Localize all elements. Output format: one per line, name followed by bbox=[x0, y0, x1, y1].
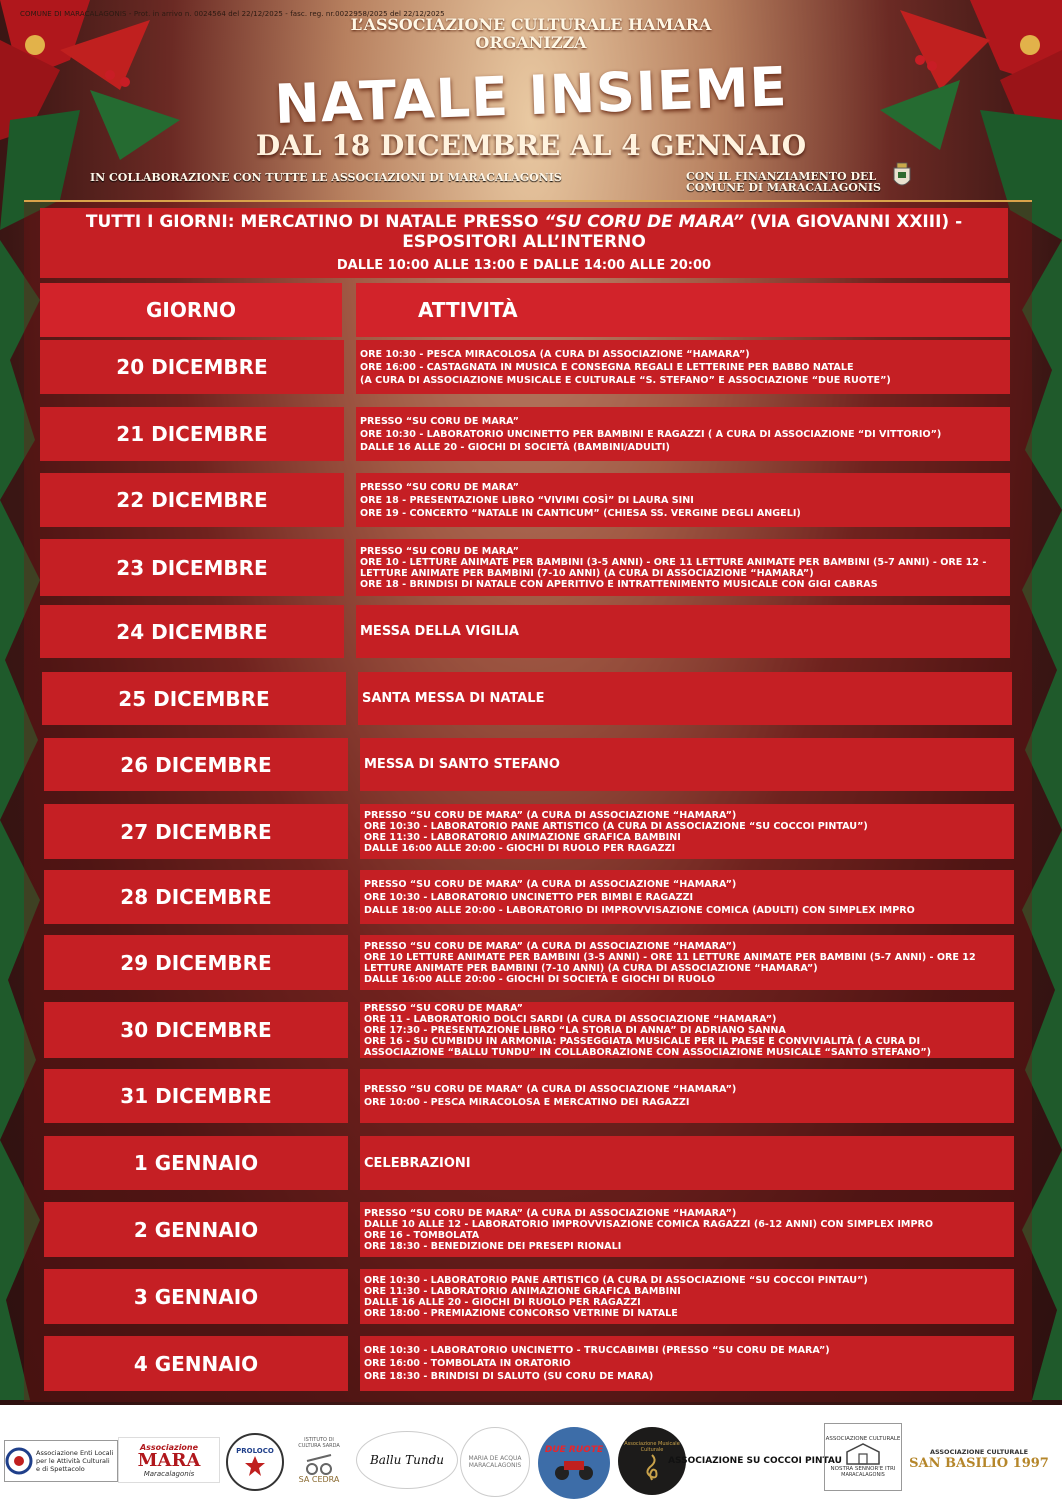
organizer-line-2: ORGANIZZA bbox=[475, 33, 587, 52]
activity-line: ORE 18 - PRESENTAZIONE LIBRO “VIVIMI COSÌ” DI LAURA SINI bbox=[360, 494, 694, 506]
day-cell: 24 DICEMBRE bbox=[40, 605, 344, 658]
column-header-activity: ATTIVITÀ bbox=[356, 283, 1010, 337]
activity-line: ORE 10:30 - LABORATORIO UNCINETTO PER BAMBINI E RAGAZZI ( A CURA DI ASSOCIAZIONE “DI VITTORIO”) bbox=[360, 428, 942, 440]
activity-cell bbox=[358, 672, 1012, 725]
activity-line: DALLE 18:00 ALLE 20:00 - LABORATORIO DI IMPROVVISAZIONE COMICA (ADULTI) CON SIMPLEX IMPRO bbox=[364, 904, 915, 916]
activity-line: PRESSO “SU CORU DE MARA” bbox=[360, 545, 519, 557]
logo-musicale-text: Associazione Musicale Culturale bbox=[624, 1441, 680, 1453]
day-cell: 23 DICEMBRE bbox=[40, 539, 344, 596]
activity-line: ORE 10 LETTURE ANIMATE PER BAMBINI (3-5 ANNI) - ORE 11 LETTURE ANIMATE PER BAMBINI (5-7 ANNI) - ORE 12 LETTURE ANIMATE PER BAMBINI (7-10 ANNI) (A CURA DI ASSOCIAZIONE “HAMARA”) bbox=[364, 951, 976, 974]
market-banner-hours: DALLE 10:00 ALLE 13:00 E DALLE 14:00 ALLE 20:00 bbox=[336, 258, 712, 273]
activity-cell bbox=[360, 1002, 1014, 1058]
activity-cell bbox=[360, 1202, 1014, 1257]
activity-cell bbox=[356, 473, 1010, 527]
logo-itri-line-2: NOSTRA SENNOR'E ITRI bbox=[830, 1466, 896, 1472]
day-cell: 25 DICEMBRE bbox=[42, 672, 346, 725]
activity-line: ORE 11 - LABORATORIO DOLCI SARDI (A CURA DI ASSOCIAZIONE “HAMARA”) bbox=[364, 1013, 777, 1025]
activity-line: ORE 17:30 - PRESENTAZIONE LIBRO “LA STORIA DI ANNA” DI ADRIANO SANNA bbox=[364, 1024, 786, 1036]
day-cell: 22 DICEMBRE bbox=[40, 473, 344, 527]
activity-cell bbox=[356, 340, 1010, 394]
logo-ballu-tundu-text: Ballu Tundu bbox=[369, 1453, 445, 1467]
logo-associazione-mara bbox=[118, 1437, 220, 1483]
activity-line: PRESSO “SU CORU DE MARA” (A CURA DI ASSOCIAZIONE “HAMARA”) bbox=[364, 1084, 737, 1095]
day-cell: 31 DICEMBRE bbox=[44, 1069, 348, 1123]
collaboration-note: IN COLLABORAZIONE CON TUTTE LE ASSOCIAZIONI DI MARACALAGONIS bbox=[90, 171, 562, 184]
logo-su-coccoi-pintau bbox=[668, 1451, 842, 1471]
activity-line: PRESSO “SU CORU DE MARA” (A CURA DI ASSOCIAZIONE “HAMARA”) bbox=[364, 809, 737, 821]
activity-line: MESSA DI SANTO STEFANO bbox=[364, 757, 560, 772]
day-cell: 1 GENNAIO bbox=[44, 1136, 348, 1190]
logo-ballu-tundu bbox=[356, 1431, 458, 1489]
logo-mara-line-2: MARA bbox=[137, 1449, 201, 1471]
logo-itri-line-3: MARACALAGONIS bbox=[841, 1472, 885, 1478]
activity-line: ORE 10:30 - LABORATORIO UNCINETTO - TRUCCABIMBI (PRESSO “SU CORU DE MARA”) bbox=[364, 1345, 830, 1356]
logo-maria-de-acqua bbox=[460, 1427, 530, 1497]
star-icon bbox=[244, 1455, 266, 1477]
activity-cell bbox=[356, 605, 1010, 658]
activity-line: ORE 18:30 - BENEDIZIONE DEI PRESEPI RIONALI bbox=[364, 1240, 622, 1252]
activity-line: ORE 18:00 - PREMIAZIONE CONCORSO VETRINE DI NATALE bbox=[364, 1307, 678, 1319]
logo-proloco-text: PROLOCO bbox=[236, 1447, 274, 1455]
activity-line: DALLE 16:00 ALLE 20:00 - GIOCHI DI SOCIETÀ E GIOCHI DI RUOLO bbox=[364, 973, 715, 985]
activity-line: CELEBRAZIONI bbox=[364, 1155, 471, 1171]
treble-clef-icon bbox=[642, 1453, 662, 1481]
activity-line: PRESSO “SU CORU DE MARA” bbox=[364, 1002, 523, 1014]
protocol-stamp: COMUNE DI MARACALAGONIS - Prot. in arrivo n. 0024564 del 22/12/2025 - fasc. reg. nr.0022958/2025 del 22/12/2025 bbox=[20, 10, 445, 18]
activity-line: PRESSO “SU CORU DE MARA” bbox=[360, 415, 519, 427]
logo-mara-line-1: Associazione bbox=[139, 1442, 199, 1452]
day-cell: 4 GENNAIO bbox=[44, 1336, 348, 1391]
activity-cell bbox=[356, 407, 1010, 461]
market-banner-line-2: ESPOSITORI ALL’INTERNO bbox=[402, 232, 646, 252]
day-cell: 27 DICEMBRE bbox=[44, 804, 348, 859]
activity-line: ORE 16:00 - TOMBOLATA IN ORATORIO bbox=[364, 1358, 571, 1369]
activity-cell bbox=[360, 1336, 1014, 1391]
activity-line: MESSA DELLA VIGILIA bbox=[360, 624, 519, 639]
activity-cell bbox=[360, 870, 1014, 924]
page-title: NATALE INSIEME bbox=[273, 55, 789, 136]
activity-line: DALLE 16:00 ALLE 20:00 - GIOCHI DI RUOLO PER RAGAZZI bbox=[364, 842, 676, 854]
activity-line: ORE 16 - TOMBOLATA bbox=[364, 1229, 480, 1241]
motorbike-icon bbox=[552, 1455, 596, 1481]
day-cell: 20 DICEMBRE bbox=[40, 340, 344, 394]
funding-note bbox=[686, 171, 881, 193]
logo-aeli bbox=[4, 1440, 118, 1482]
activity-line: PRESSO “SU CORU DE MARA” (A CURA DI ASSOCIAZIONE “HAMARA”) bbox=[364, 940, 737, 952]
activity-line: DALLE 16 ALLE 20 - GIOCHI DI SOCIETÀ (BAMBINI/ADULTI) bbox=[360, 441, 670, 453]
activity-line: ORE 18:30 - BRINDISI DI SALUTO (SU CORU DE MARA) bbox=[364, 1371, 654, 1382]
activity-cell bbox=[360, 738, 1014, 791]
activity-line: ORE 16:00 - CASTAGNATA IN MUSICA E CONSEGNA REGALI E LETTERINE PER BABBO NATALE bbox=[360, 361, 854, 373]
organizer-line-1: L’ASSOCIAZIONE CULTURALE HAMARA bbox=[350, 15, 712, 34]
day-cell: 28 DICEMBRE bbox=[44, 870, 348, 924]
activity-line: ORE 19 - CONCERTO “NATALE IN CANTICUM” (CHIESA SS. VERGINE DEGLI ANGELI) bbox=[360, 507, 801, 519]
activity-cell bbox=[360, 1269, 1014, 1324]
activity-line: ORE 10:30 - LABORATORIO PANE ARTISTICO (A CURA DI ASSOCIAZIONE “SU COCCOI PINTAU”) bbox=[364, 1274, 868, 1286]
day-cell: 21 DICEMBRE bbox=[40, 407, 344, 461]
logo-sa-cedra bbox=[288, 1429, 350, 1491]
activity-line: ORE 10 - LETTURE ANIMATE PER BAMBINI (3-5 ANNI) - ORE 11 LETTURE ANIMATE PER BAMBINI (5-7 ANNI) - ORE 12 - LETTURE ANIMATE PER BAMBINI (7-10 ANNI) (A CURA DI ASSOCIAZIONE “HAMARA”) bbox=[360, 556, 987, 579]
logo-proloco bbox=[226, 1433, 284, 1491]
logo-su-coccoi-pintau-text: ASSOCIAZIONE SU COCCOI PINTAU bbox=[668, 1456, 842, 1466]
activity-cell bbox=[360, 804, 1014, 859]
activity-line: ORE 11:30 - LABORATORIO ANIMAZIONE GRAFICA BAMBINI bbox=[364, 1285, 681, 1297]
activity-line: PRESSO “SU CORU DE MARA” (A CURA DI ASSOCIAZIONE “HAMARA”) bbox=[364, 1207, 737, 1219]
logo-mara-line-3: Maracalagonis bbox=[143, 1469, 195, 1478]
activity-line: ORE 10:30 - LABORATORIO PANE ARTISTICO (A CURA DI ASSOCIAZIONE “SU COCCOI PINTAU”) bbox=[364, 820, 868, 832]
logo-sa-cedra-line-1: ISTITUTO DI CULTURA SARDA bbox=[298, 1436, 340, 1449]
municipality-crest-icon bbox=[890, 162, 914, 192]
logo-itri-line-1: ASSOCIAZIONE CULTURALE bbox=[825, 1436, 901, 1442]
activity-line: SANTA MESSA DI NATALE bbox=[362, 691, 545, 706]
market-banner-line-1: TUTTI I GIORNI: MERCATINO DI NATALE PRESSO “SU CORU DE MARA” (VIA GIOVANNI XXIII) - bbox=[85, 212, 963, 232]
day-cell: 26 DICEMBRE bbox=[44, 738, 348, 791]
activity-line: ORE 10:30 - LABORATORIO UNCINETTO PER BIMBI E RAGAZZI bbox=[364, 891, 694, 903]
activity-line: PRESSO “SU CORU DE MARA” (A CURA DI ASSOCIAZIONE “HAMARA”) bbox=[364, 878, 737, 890]
activity-line: ORE 11:30 - LABORATORIO ANIMAZIONE GRAFICA BAMBINI bbox=[364, 831, 681, 843]
cart-icon bbox=[304, 1449, 334, 1475]
activity-cell bbox=[360, 935, 1014, 990]
day-cell: 3 GENNAIO bbox=[44, 1269, 348, 1324]
church-icon bbox=[843, 1442, 883, 1466]
day-cell: 29 DICEMBRE bbox=[44, 935, 348, 990]
activity-line: ORE 10:00 - PESCA MIRACOLOSA E MERCATINO DEI RAGAZZI bbox=[364, 1097, 690, 1108]
logo-san-basilio bbox=[904, 1443, 1054, 1475]
event-dates: DAL 18 DICEMBRE AL 4 GENNAIO bbox=[255, 129, 807, 162]
logo-maria-de-acqua-text: MARIA DE ACQUA MARACALAGONIS bbox=[468, 1455, 522, 1469]
logo-due-ruote bbox=[538, 1427, 610, 1499]
day-cell: 2 GENNAIO bbox=[44, 1202, 348, 1257]
aeli-icon bbox=[5, 1447, 33, 1475]
logo-nostra-sennor-e-itri bbox=[824, 1423, 902, 1491]
activity-line: DALLE 16 ALLE 20 - GIOCHI DI RUOLO PER RAGAZZI bbox=[364, 1296, 641, 1308]
activity-cell bbox=[360, 1136, 1014, 1190]
activity-line: ORE 10:30 - PESCA MIRACOLOSA (A CURA DI ASSOCIAZIONE “HAMARA”) bbox=[360, 348, 750, 360]
logo-due-ruote-text: DUE RUOTE bbox=[544, 1445, 604, 1455]
logo-san-basilio-line-2: SAN BASILIO 1997 bbox=[909, 1455, 1049, 1471]
activity-line: DALLE 10 ALLE 12 - LABORATORIO IMPROVVISAZIONE COMICA RAGAZZI (6-12 ANNI) CON SIMPLEX IMPRO bbox=[364, 1218, 934, 1230]
sponsor-logos-strip bbox=[0, 1405, 1062, 1505]
activity-line: ORE 16 - SU CUMBIDU IN ARMONIA: PASSEGGIATA MUSICALE PER IL PAESE E CONVIVIALITÀ ( A CURA DI ASSOCIAZIONE “BALLU TUNDU” IN COLLABORAZIONE CON ASSOCIAZIONE MUSICALE “SANTO STEFANO”) bbox=[364, 1035, 932, 1058]
logo-aeli-text: Associazione Enti Locali per le Attività Culturali e di Spettacolo bbox=[36, 1449, 114, 1473]
activity-line: PRESSO “SU CORU DE MARA” bbox=[360, 481, 519, 493]
funding-line-2: COMUNE DI MARACALAGONIS bbox=[686, 181, 881, 194]
day-cell: 30 DICEMBRE bbox=[44, 1002, 348, 1058]
logo-sa-cedra-line-2: SA CEDRA bbox=[298, 1474, 340, 1484]
activity-cell bbox=[356, 539, 1010, 596]
column-header-day: GIORNO bbox=[40, 283, 342, 337]
logo-san-basilio-line-1: ASSOCIAZIONE CULTURALE bbox=[929, 1447, 1029, 1456]
funding-line-1: CON IL FINANZIAMENTO DEL bbox=[686, 170, 877, 183]
activity-cell bbox=[360, 1069, 1014, 1123]
activity-line: (A CURA DI ASSOCIAZIONE MUSICALE E CULTURALE “S. STEFANO” E ASSOCIAZIONE “DUE RUOTE”) bbox=[360, 374, 891, 386]
activity-line: ORE 18 - BRINDISI DI NATALE CON APERITIVO E INTRATTENIMENTO MUSICALE CON GIGI CABRAS bbox=[360, 578, 878, 590]
